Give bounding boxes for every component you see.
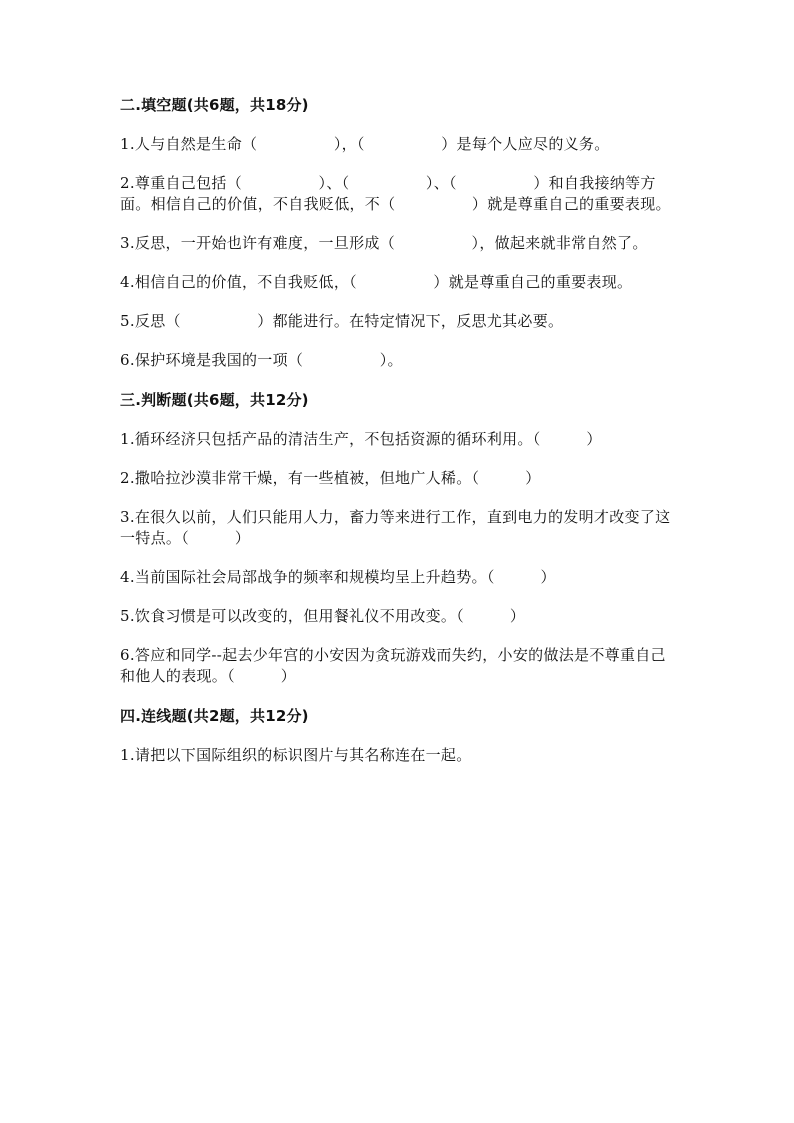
true-false-question-6: 6.答应和同学--起去少年宫的小安因为贪玩游戏而失约，小安的做法是不尊重自己和他人的表现。（ ） [120,646,666,685]
true-false-question-3: 3.在很久以前，人们只能用人力，畜力等来进行工作，直到电力的发明才改变了这一特点。（ ） [120,508,671,547]
fill-blank-question-3: 3.反思，一开始也许有难度，一旦形成（ ），做起来就非常自然了。 [120,234,648,252]
true-false-question-5: 5.饮食习惯是可以改变的，但用餐礼仪不用改变。（ ） [120,607,526,625]
fill-blank-question-4: 4.相信自己的价值，不自我贬低，（ ）就是尊重自己的重要表现。 [120,273,633,291]
fill-blank-question-2: 2.尊重自己包括（ ）、（ ）、（ ）和自我接纳等方面。相信自己的价值，不自我贬低，不（ ）就是尊重自己的重要表现。 [120,174,671,213]
section-title-matching: 四.连线题(共2题，共12分) [120,707,309,725]
exam-page [120,94,680,766]
true-false-question-1: 1.循环经济只包括产品的清洁生产，不包括资源的循环利用。（ ） [120,430,602,448]
matching-question-1: 1.请把以下国际组织的标识图片与其名称连在一起。 [120,746,472,764]
true-false-question-2: 2.撒哈拉沙漠非常干燥，有一些植被，但地广人稀。（ ） [120,469,541,487]
fill-blank-question-1: 1.人与自然是生命（ ），（ ）是每个人应尽的义务。 [120,135,610,153]
fill-blank-question-5: 5.反思（ ）都能进行。在特定情况下，反思尤其必要。 [120,312,564,330]
fill-blank-question-6: 6.保护环境是我国的一项（ ）。 [120,351,403,369]
section-title-true-false: 三.判断题(共6题，共12分) [120,391,309,409]
section-title-fill-blank: 二.填空题(共6题，共18分) [120,96,309,114]
true-false-question-4: 4.当前国际社会局部战争的频率和规模均呈上升趋势。（ ） [120,568,556,586]
